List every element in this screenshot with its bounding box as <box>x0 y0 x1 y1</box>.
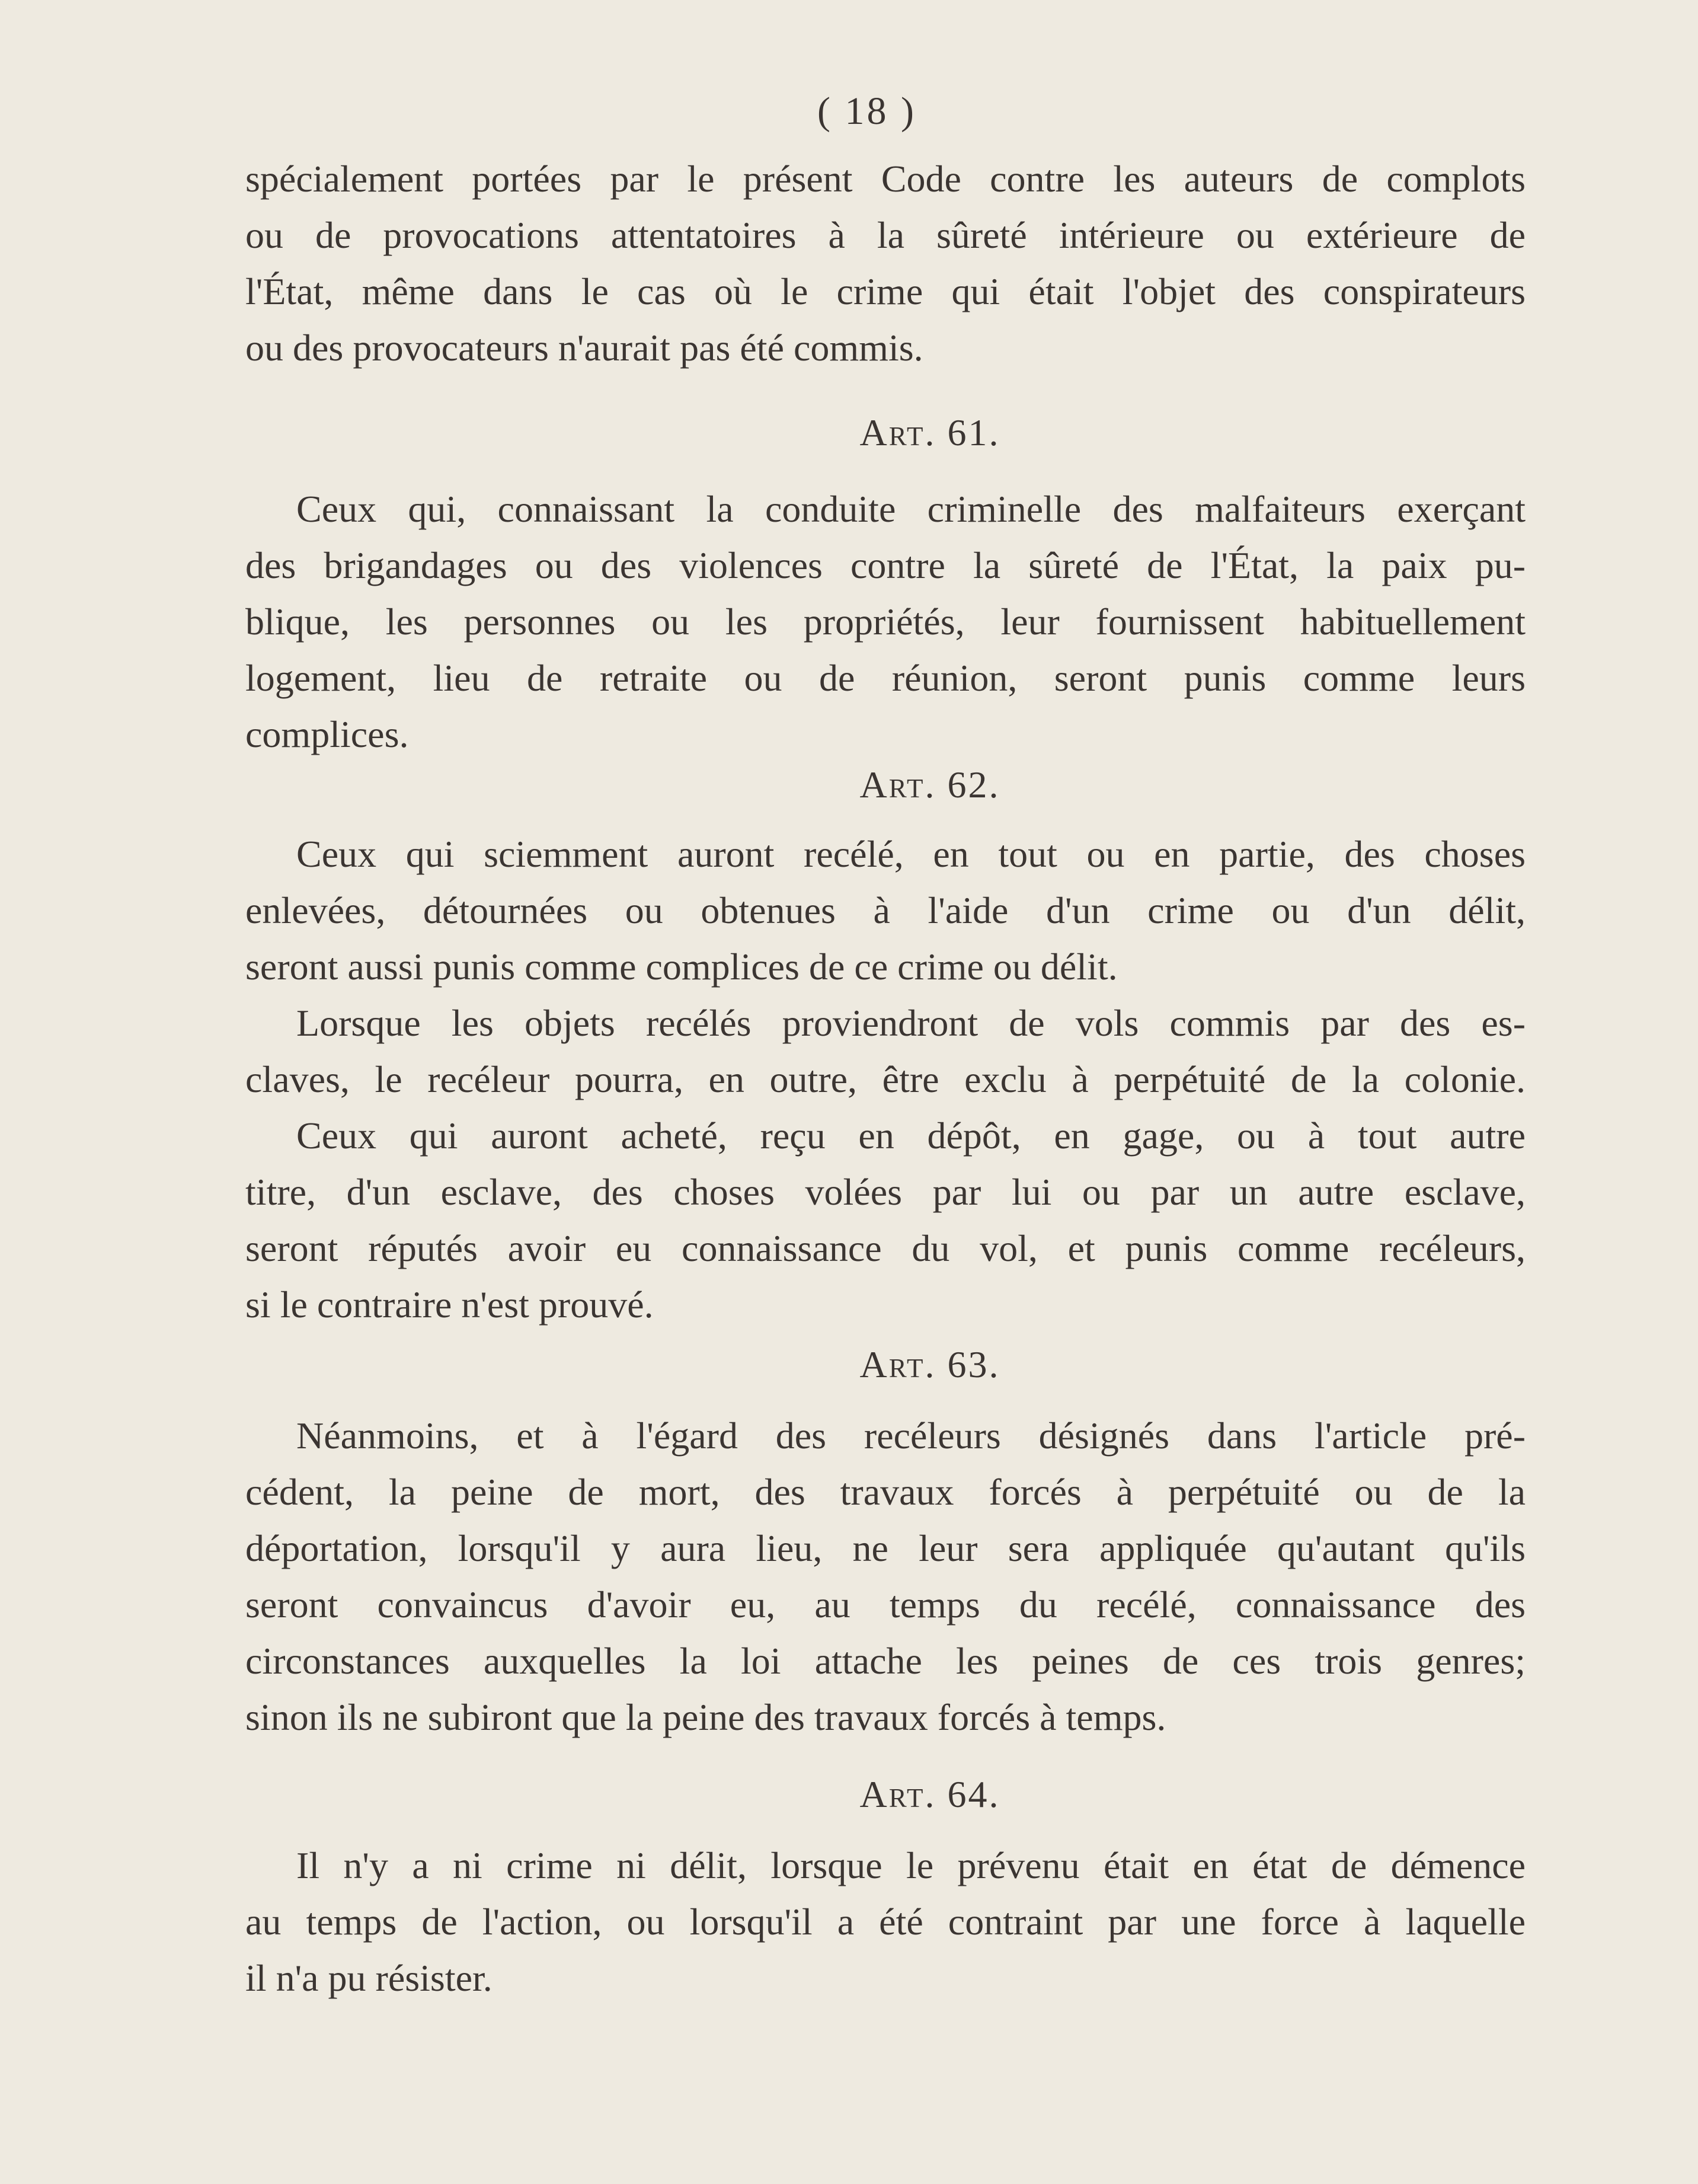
text-line: l'État, même dans le cas où le crime qui était l'objet des conspirateurs <box>245 270 1526 312</box>
article-paragraph <box>245 1837 1526 2006</box>
text-line: ou des provocateurs n'aurait pas été commis. <box>245 327 923 369</box>
article-number: 61. <box>947 411 1000 454</box>
text-line: ou de provocations attentatoires à la sûreté intérieure ou extérieure de <box>245 214 1526 256</box>
article-number: 64. <box>947 1773 1000 1815</box>
text-line: seront aussi punis comme complices de ce crime ou délit. <box>245 946 1118 988</box>
article-heading <box>245 404 1526 461</box>
text-line: si le contraire n'est prouvé. <box>245 1283 654 1326</box>
article-number: 62. <box>947 764 1000 806</box>
text-line: Ceux qui auront acheté, reçu en dépôt, en gage, ou à tout autre <box>296 1115 1526 1157</box>
article-heading <box>245 1336 1526 1393</box>
text-line: seront réputés avoir eu connaissance du vol, et punis comme recéleurs, <box>245 1227 1526 1269</box>
article-number: 63. <box>947 1343 1000 1385</box>
text-line: Néanmoins, et à l'égard des recéleurs désignés dans l'article pré- <box>296 1415 1526 1457</box>
article-heading <box>245 1766 1526 1822</box>
text-line: logement, lieu de retraite ou de réunion, seront punis comme leurs <box>245 657 1526 699</box>
text-line: circonstances auxquelles la loi attache les peines de ces trois genres; <box>245 1640 1526 1682</box>
text-line: seront convaincus d'avoir eu, au temps du recélé, connaissance des <box>245 1583 1526 1626</box>
text-line: au temps de l'action, ou lorsqu'il a été contraint par une force à laquelle <box>245 1901 1526 1943</box>
text-line: spécialement portées par le présent Code contre les auteurs de complots <box>245 158 1526 200</box>
text-line: il n'a pu résister. <box>245 1957 493 1999</box>
page-body <box>245 151 1526 2006</box>
text-line: titre, d'un esclave, des choses volées par lui ou par un autre esclave, <box>245 1171 1526 1213</box>
article-62 <box>245 756 1526 1333</box>
article-63 <box>245 1336 1526 1745</box>
page-number: ( 18 ) <box>817 90 916 133</box>
article-paragraph <box>245 481 1526 762</box>
text-line: Ceux qui, connaissant la conduite criminelle des malfaiteurs exerçant <box>296 488 1526 530</box>
continuation-paragraph <box>245 151 1526 376</box>
article-paragraph <box>245 1107 1526 1333</box>
text-line: claves, le recéleur pourra, en outre, être exclu à perpétuité de la colonie. <box>245 1058 1526 1100</box>
article-paragraph <box>245 995 1526 1107</box>
text-line: déportation, lorsqu'il y aura lieu, ne leur sera appliquée qu'autant qu'ils <box>245 1527 1526 1569</box>
text-line: complices. <box>245 713 409 755</box>
article-label: Art. <box>859 764 936 806</box>
article-paragraph <box>245 826 1526 995</box>
text-line: enlevées, détournées ou obtenues à l'aide d'un crime ou d'un délit, <box>245 889 1526 931</box>
article-paragraph <box>245 1407 1526 1745</box>
text-line: blique, les personnes ou les propriétés, leur fournissent habituellement <box>245 601 1526 643</box>
article-label: Art. <box>859 1343 936 1385</box>
article-64 <box>245 1766 1526 2006</box>
article-label: Art. <box>859 1773 936 1815</box>
text-line: Il n'y a ni crime ni délit, lorsque le prévenu était en état de démence <box>296 1844 1526 1886</box>
text-line: des brigandages ou des violences contre la sûreté de l'État, la paix pu- <box>245 544 1526 586</box>
article-61 <box>245 404 1526 762</box>
article-heading <box>245 756 1526 813</box>
text-line: cédent, la peine de mort, des travaux forcés à perpétuité ou de la <box>245 1471 1526 1513</box>
article-label: Art. <box>859 411 936 454</box>
text-line: sinon ils ne subiront que la peine des travaux forcés à temps. <box>245 1696 1166 1738</box>
text-line: Lorsque les objets recélés proviendront de vols commis par des es- <box>296 1002 1526 1044</box>
text-line: Ceux qui sciemment auront recélé, en tout ou en partie, des choses <box>296 833 1526 875</box>
